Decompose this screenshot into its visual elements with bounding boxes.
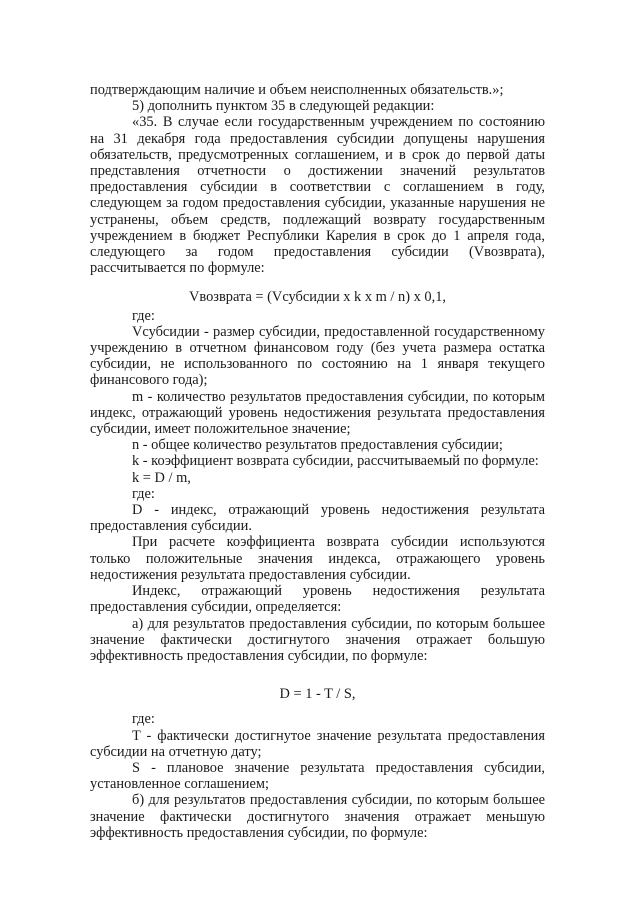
paragraph-index-defined: Индекс, отражающий уровень недостижения результата предоставления субсидии, определяется:	[90, 583, 545, 616]
paragraph-continuation: подтверждающим наличие и объем неисполненных обязательств.»;	[90, 82, 504, 98]
document-body	[90, 82, 545, 841]
definition-m: m - количество результатов предоставления субсидии, по которым индекс, отражающий уровень недостижения результата предоставления субсидии, имеет положительное значение;	[90, 388, 545, 438]
where-label: где:	[132, 307, 155, 324]
formula-k: k = D / m,	[132, 469, 191, 486]
paragraph-clause-35: «35. В случае если государственным учреждением по состоянию на 31 декабря года предоставления субсидии допущены нарушения обязательств, предусмотренных соглашением, и в срок до первой даты представления отчетности о достижении значений результатов предоставления субсидии в соответствии с соглашением в году, следующем за годом предоставления субсидии, указанные нарушения не устранены, объем средств, подлежащий возврату государственным учреждением в бюджет Республики Карелия в срок до 1 апреля года, следующего за годом предоставления субсидии (Vвозврата), рассчитывается по формуле:	[90, 114, 545, 277]
paragraph-case-a: а) для результатов предоставления субсидии, по которым большее значение фактически достигнутого значения отражает большую эффективность предоставления субсидии, по формуле:	[90, 615, 545, 664]
formula-v-return: Vвозврата = (Vсубсидии x k x m / n) x 0,1,	[189, 289, 446, 306]
definition-t: T - фактически достигнутое значение результата предоставления субсидии на отчетную дату;	[90, 727, 545, 760]
definition-s: S - плановое значение результата предоставления субсидии, установленное соглашением;	[90, 759, 545, 793]
where-label: где:	[132, 485, 155, 502]
definition-d: D - индекс, отражающий уровень недостижения результата предоставления субсидии.	[90, 502, 545, 535]
definition-v-subsidy: Vсубсидии - размер субсидии, предоставленной государственному учреждению в отчетном финансовом году (без учета размера остатка субсидии, не использованного по состоянию на 1 января текущего финансового года);	[90, 323, 545, 389]
paragraph-item-5: 5) дополнить пунктом 35 в следующей редакции:	[132, 98, 435, 115]
paragraph-positive-values: При расчете коэффициента возврата субсидии используются только положительные значения индекса, отражающего уровень недостижения результата предоставления субсидии.	[90, 534, 545, 583]
definition-k: k - коэффициент возврата субсидии, рассчитываемый по формуле:	[132, 453, 539, 470]
paragraph-case-b: б) для результатов предоставления субсидии, по которым большее значение фактически достигнутого значения отражает меньшую эффективность предоставления субсидии, по формуле:	[90, 792, 545, 841]
formula-d: D = 1 - T / S,	[279, 686, 356, 703]
definition-n: n - общее количество результатов предоставления субсидии;	[132, 437, 503, 454]
where-label: где:	[132, 711, 155, 728]
